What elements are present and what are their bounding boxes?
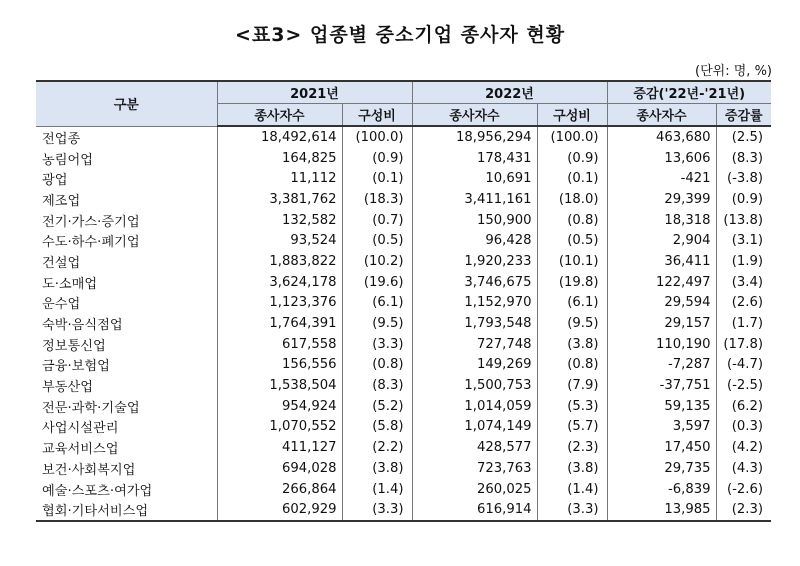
- change-rate: (2.3): [716, 499, 771, 521]
- share-2022: (3.8): [537, 334, 607, 355]
- employees-2022: 1,014,059: [412, 396, 537, 417]
- change-rate: (2.5): [716, 126, 771, 148]
- employees-2022: 10,691: [412, 168, 537, 189]
- change-employees: 2,904: [607, 230, 716, 251]
- employees-2021: 1,883,822: [217, 251, 342, 272]
- employees-2021: 3,624,178: [217, 272, 342, 293]
- share-2022: (9.5): [537, 313, 607, 334]
- share-2021: (2.2): [342, 437, 412, 458]
- industry-name: 교육서비스업: [42, 442, 119, 458]
- employees-2022: 616,914: [412, 499, 537, 521]
- change-employees: -421: [607, 168, 716, 189]
- share-2022: (3.3): [537, 499, 607, 521]
- employees-2022: 1,920,233: [412, 251, 537, 272]
- employees-2021: 954,924: [217, 396, 342, 417]
- share-2021: (3.8): [342, 458, 412, 479]
- table-row: [36, 458, 771, 479]
- header-change: 증감('22년-'21년): [607, 81, 771, 104]
- table-row: [36, 148, 771, 169]
- share-2022: (19.8): [537, 272, 607, 293]
- industry-name: 도·소매업: [42, 276, 98, 292]
- share-2021: (0.7): [342, 210, 412, 231]
- share-2022: (3.8): [537, 458, 607, 479]
- share-2021: (0.5): [342, 230, 412, 251]
- employees-2021: 18,492,614: [217, 126, 342, 148]
- change-rate: (13.8): [716, 210, 771, 231]
- share-2021: (5.8): [342, 417, 412, 438]
- employees-2021: 411,127: [217, 437, 342, 458]
- employees-2022: 1,500,753: [412, 375, 537, 396]
- share-2021: (9.5): [342, 313, 412, 334]
- share-2021: (8.3): [342, 375, 412, 396]
- employees-2022: 727,748: [412, 334, 537, 355]
- employees-2022: 150,900: [412, 210, 537, 231]
- employees-2022: 1,074,149: [412, 417, 537, 438]
- industry-name: 운수업: [42, 297, 81, 313]
- table-row: [36, 499, 771, 521]
- employees-2021: 266,864: [217, 479, 342, 500]
- change-rate: (-2.6): [716, 479, 771, 500]
- header-2022-share: 구성비: [537, 104, 607, 127]
- share-2021: (19.6): [342, 272, 412, 293]
- share-2021: (5.2): [342, 396, 412, 417]
- table-body: [36, 126, 771, 521]
- header-2021-employees: 종사자수: [217, 104, 342, 127]
- share-2022: (7.9): [537, 375, 607, 396]
- header-change-employees: 종사자수: [607, 104, 716, 127]
- industry-name: 부동산업: [42, 380, 93, 396]
- change-employees: 463,680: [607, 126, 716, 148]
- share-2022: (0.8): [537, 355, 607, 376]
- employees-2021: 3,381,762: [217, 189, 342, 210]
- change-employees: 13,606: [607, 148, 716, 169]
- table-row: [36, 293, 771, 314]
- change-employees: -6,839: [607, 479, 716, 500]
- employees-2021: 156,556: [217, 355, 342, 376]
- table-row: [36, 437, 771, 458]
- share-2021: (0.8): [342, 355, 412, 376]
- employees-2022: 1,152,970: [412, 293, 537, 314]
- table-row: [36, 396, 771, 417]
- header-2022-employees: 종사자수: [412, 104, 537, 127]
- change-employees: -7,287: [607, 355, 716, 376]
- change-rate: (-3.8): [716, 168, 771, 189]
- employees-2021: 11,112: [217, 168, 342, 189]
- unit-note: (단위: 명, %): [695, 64, 772, 79]
- change-employees: 13,985: [607, 499, 716, 521]
- share-2021: (0.1): [342, 168, 412, 189]
- change-employees: 18,318: [607, 210, 716, 231]
- share-2022: (0.9): [537, 148, 607, 169]
- employees-2021: 1,764,391: [217, 313, 342, 334]
- industry-name: 농림어업: [42, 152, 93, 168]
- table-row: [36, 230, 771, 251]
- share-2021: (6.1): [342, 293, 412, 314]
- employees-2022: 723,763: [412, 458, 537, 479]
- industry-name: 숙박·음식점업: [42, 318, 123, 334]
- table-row: [36, 334, 771, 355]
- employees-2021: 1,538,504: [217, 375, 342, 396]
- change-employees: 29,399: [607, 189, 716, 210]
- industry-name: 정보통신업: [42, 338, 106, 354]
- share-2022: (5.3): [537, 396, 607, 417]
- employees-2021: 1,123,376: [217, 293, 342, 314]
- share-2022: (10.1): [537, 251, 607, 272]
- employees-2021: 132,582: [217, 210, 342, 231]
- change-rate: (3.1): [716, 230, 771, 251]
- employees-2021: 164,825: [217, 148, 342, 169]
- employees-2022: 178,431: [412, 148, 537, 169]
- header-category: 구분: [36, 81, 217, 126]
- change-rate: (8.3): [716, 148, 771, 169]
- industry-name: 협회·기타서비스업: [36, 499, 217, 521]
- employees-2022: 3,746,675: [412, 272, 537, 293]
- industry-name: 전기·가스·증기업: [42, 214, 140, 230]
- industry-name: 수도·하수·폐기업: [42, 235, 140, 251]
- change-employees: 29,594: [607, 293, 716, 314]
- table-title: <표3> 업종별 중소기업 종사자 현황: [234, 24, 566, 46]
- share-2022: (2.3): [537, 437, 607, 458]
- change-employees: 3,597: [607, 417, 716, 438]
- table-row: [36, 126, 771, 148]
- employees-2021: 93,524: [217, 230, 342, 251]
- industry-name: 사업시설관리: [42, 421, 119, 437]
- table-row: [36, 168, 771, 189]
- share-2021: (1.4): [342, 479, 412, 500]
- header-2021-share: 구성비: [342, 104, 412, 127]
- share-2022: (1.4): [537, 479, 607, 500]
- change-employees: 122,497: [607, 272, 716, 293]
- change-rate: (4.2): [716, 437, 771, 458]
- table-row: [36, 210, 771, 231]
- employees-2022: 1,793,548: [412, 313, 537, 334]
- change-rate: (-2.5): [716, 375, 771, 396]
- change-rate: (4.3): [716, 458, 771, 479]
- employees-2022: 18,956,294: [412, 126, 537, 148]
- change-employees: 36,411: [607, 251, 716, 272]
- employees-2021: 1,070,552: [217, 417, 342, 438]
- share-2021: (3.3): [342, 499, 412, 521]
- share-2022: (0.5): [537, 230, 607, 251]
- change-employees: 29,157: [607, 313, 716, 334]
- employees-2021: 602,929: [217, 499, 342, 521]
- change-employees: 110,190: [607, 334, 716, 355]
- header-2021: 2021년: [217, 81, 412, 104]
- industry-name: 전문·과학·기술업: [42, 400, 140, 416]
- industry-name: 금융·보험업: [42, 359, 110, 375]
- change-rate: (17.8): [716, 334, 771, 355]
- change-rate: (2.6): [716, 293, 771, 314]
- employees-2021: 617,558: [217, 334, 342, 355]
- share-2022: (100.0): [537, 126, 607, 148]
- change-rate: (1.9): [716, 251, 771, 272]
- industry-name: 건설업: [42, 255, 81, 271]
- industry-name: 전업종: [42, 131, 81, 147]
- employees-2021: 694,028: [217, 458, 342, 479]
- employees-2022: 3,411,161: [412, 189, 537, 210]
- share-2021: (10.2): [342, 251, 412, 272]
- share-2022: (6.1): [537, 293, 607, 314]
- change-employees: 59,135: [607, 396, 716, 417]
- employees-2022: 428,577: [412, 437, 537, 458]
- industry-name: 제조업: [42, 193, 81, 209]
- table-row: [36, 375, 771, 396]
- change-rate: (1.7): [716, 313, 771, 334]
- employment-table: [36, 80, 771, 522]
- industry-name: 보건·사회복지업: [42, 462, 136, 478]
- change-rate: (-4.7): [716, 355, 771, 376]
- table-row: [36, 355, 771, 376]
- employees-2022: 149,269: [412, 355, 537, 376]
- employees-2022: 260,025: [412, 479, 537, 500]
- table-row: [36, 313, 771, 334]
- share-2021: (0.9): [342, 148, 412, 169]
- employees-2022: 96,428: [412, 230, 537, 251]
- industry-name: 예술·스포츠·여가업: [42, 483, 153, 499]
- change-rate: (3.4): [716, 272, 771, 293]
- share-2022: (0.8): [537, 210, 607, 231]
- table-row: [36, 189, 771, 210]
- share-2021: (18.3): [342, 189, 412, 210]
- change-rate: (6.2): [716, 396, 771, 417]
- industry-name: 광업: [42, 173, 68, 189]
- change-employees: 17,450: [607, 437, 716, 458]
- share-2022: (18.0): [537, 189, 607, 210]
- table-row: [36, 479, 771, 500]
- table-row: [36, 417, 771, 438]
- share-2021: (100.0): [342, 126, 412, 148]
- change-rate: (0.3): [716, 417, 771, 438]
- header-2022: 2022년: [412, 81, 607, 104]
- change-employees: -37,751: [607, 375, 716, 396]
- share-2022: (0.1): [537, 168, 607, 189]
- change-employees: 29,735: [607, 458, 716, 479]
- share-2022: (5.7): [537, 417, 607, 438]
- change-rate: (0.9): [716, 189, 771, 210]
- table-row: [36, 251, 771, 272]
- table-row: [36, 272, 771, 293]
- header-change-rate: 증감률: [716, 104, 771, 127]
- share-2021: (3.3): [342, 334, 412, 355]
